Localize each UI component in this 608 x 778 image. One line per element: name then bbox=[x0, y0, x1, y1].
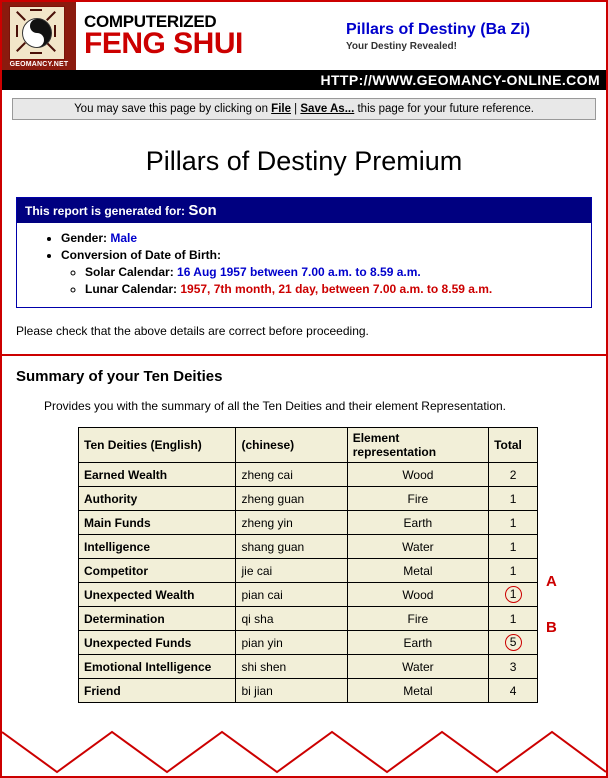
cell-total bbox=[489, 583, 538, 607]
cell-deity-english: Earned Wealth bbox=[79, 463, 236, 487]
annotation-marker-b: B bbox=[546, 619, 557, 636]
notice-suffix: this page for your future reference. bbox=[354, 103, 534, 115]
report-subject-name: Son bbox=[188, 202, 217, 219]
summary-section-description: Provides you with the summary of all the Ten Deities and their element Representation. bbox=[44, 399, 507, 413]
solar-value: 16 Aug 1957 between 7.00 a.m. to 8.59 a.m. bbox=[177, 265, 421, 279]
brand-line-2: FENG SHUI bbox=[84, 27, 243, 60]
site-url-bar bbox=[2, 70, 606, 90]
cell-deity-chinese: shi shen bbox=[236, 655, 347, 679]
cell-element: Metal bbox=[347, 679, 488, 703]
notice-file-label: File bbox=[271, 103, 291, 115]
cell-deity-english: Unexpected Wealth bbox=[79, 583, 236, 607]
cell-deity-english: Intelligence bbox=[79, 535, 236, 559]
logo-caption: GEOMANCY.NET bbox=[9, 61, 69, 68]
report-summary-box bbox=[16, 197, 592, 308]
notice-separator: | bbox=[290, 103, 301, 115]
calendar-list bbox=[67, 265, 591, 296]
brand-title bbox=[76, 2, 342, 70]
notice-saveas-label: Save As... bbox=[300, 103, 355, 115]
cell-element: Wood bbox=[347, 463, 488, 487]
cell-total: 1 bbox=[489, 487, 538, 511]
product-title: Pillars of Destiny (Ba Zi) bbox=[346, 20, 531, 38]
cell-element: Water bbox=[347, 655, 488, 679]
cell-deity-english: Emotional Intelligence bbox=[79, 655, 236, 679]
site-url: HTTP://WWW.GEOMANCY-ONLINE.COM bbox=[320, 72, 600, 88]
save-instructions bbox=[12, 98, 596, 120]
cell-element: Fire bbox=[347, 607, 488, 631]
table-body bbox=[79, 463, 538, 703]
cell-deity-chinese: pian yin bbox=[236, 631, 347, 655]
cell-deity-chinese: zheng cai bbox=[236, 463, 347, 487]
cell-element: Water bbox=[347, 535, 488, 559]
cell-deity-english: Main Funds bbox=[79, 511, 236, 535]
table-header bbox=[79, 428, 538, 463]
table-row bbox=[79, 679, 538, 703]
zigzag-footer-border bbox=[2, 730, 606, 776]
detail-solar bbox=[85, 265, 591, 279]
report-header bbox=[17, 198, 591, 223]
detail-gender bbox=[61, 231, 591, 245]
cell-deity-english: Competitor bbox=[79, 559, 236, 583]
verification-note: Please check that the above details are correct before proceeding. bbox=[16, 324, 369, 338]
solar-label: Solar Calendar: bbox=[85, 265, 174, 279]
lunar-value: 1957, 7th month, 21 day, between 7.00 a.m. to 8.59 a.m. bbox=[180, 282, 493, 296]
cell-total: 2 bbox=[489, 463, 538, 487]
cell-element: Earth bbox=[347, 511, 488, 535]
cell-total: 3 bbox=[489, 655, 538, 679]
cell-deity-chinese: qi sha bbox=[236, 607, 347, 631]
gender-value: Male bbox=[110, 231, 138, 245]
column-header-total: Total bbox=[489, 428, 538, 463]
table-row bbox=[79, 583, 538, 607]
circled-total-highlight: 1 bbox=[505, 586, 522, 603]
cell-element: Wood bbox=[347, 583, 488, 607]
cell-deity-chinese: shang guan bbox=[236, 535, 347, 559]
cell-total: 1 bbox=[489, 511, 538, 535]
bagua-icon bbox=[9, 6, 63, 58]
cell-element: Earth bbox=[347, 631, 488, 655]
table-header-row bbox=[79, 428, 538, 463]
annotation-marker-a: A bbox=[546, 573, 557, 590]
site-header bbox=[2, 2, 606, 70]
summary-section-title: Summary of your Ten Deities bbox=[16, 368, 223, 385]
cell-deity-chinese: pian cai bbox=[236, 583, 347, 607]
ten-deities-table bbox=[78, 427, 538, 703]
table-row bbox=[79, 463, 538, 487]
table-row bbox=[79, 535, 538, 559]
cell-deity-english: Determination bbox=[79, 607, 236, 631]
table-row bbox=[79, 607, 538, 631]
cell-element: Fire bbox=[347, 487, 488, 511]
deities-table-wrap bbox=[78, 427, 557, 703]
table-row bbox=[79, 559, 538, 583]
brand-line-1: COMPUTERIZED bbox=[84, 12, 217, 31]
cell-element: Metal bbox=[347, 559, 488, 583]
table-row bbox=[79, 655, 538, 679]
column-header-element: Element representation bbox=[347, 428, 488, 463]
cell-deity-chinese: jie cai bbox=[236, 559, 347, 583]
column-header-chinese: (chinese) bbox=[236, 428, 347, 463]
circled-total-highlight: 5 bbox=[505, 634, 522, 651]
cell-deity-chinese: zheng guan bbox=[236, 487, 347, 511]
table-row bbox=[79, 511, 538, 535]
cell-deity-chinese: zheng yin bbox=[236, 511, 347, 535]
cell-deity-english: Friend bbox=[79, 679, 236, 703]
notice-prefix: You may save this page by clicking on bbox=[74, 103, 272, 115]
cell-deity-english: Authority bbox=[79, 487, 236, 511]
cell-total: 1 bbox=[489, 559, 538, 583]
lunar-label: Lunar Calendar: bbox=[85, 282, 178, 296]
column-header-english: Ten Deities (English) bbox=[79, 428, 236, 463]
cell-total bbox=[489, 631, 538, 655]
geomancy-logo bbox=[2, 2, 76, 70]
detail-lunar bbox=[85, 282, 591, 296]
table-row bbox=[79, 487, 538, 511]
cell-total: 1 bbox=[489, 607, 538, 631]
report-details-list bbox=[43, 231, 591, 296]
page-title: Pillars of Destiny Premium bbox=[145, 146, 463, 176]
product-title-block bbox=[342, 2, 606, 70]
table-row bbox=[79, 631, 538, 655]
conversion-label: Conversion of Date of Birth: bbox=[61, 248, 222, 262]
cell-deity-chinese: bi jian bbox=[236, 679, 347, 703]
report-body bbox=[17, 223, 591, 307]
product-subtitle: Your Destiny Revealed! bbox=[346, 40, 457, 52]
report-generated-for-label: This report is generated for: bbox=[25, 204, 186, 218]
detail-conversion bbox=[61, 248, 591, 296]
section-divider bbox=[2, 354, 606, 356]
cell-deity-english: Unexpected Funds bbox=[79, 631, 236, 655]
cell-total: 4 bbox=[489, 679, 538, 703]
cell-total: 1 bbox=[489, 535, 538, 559]
gender-label: Gender: bbox=[61, 231, 108, 245]
